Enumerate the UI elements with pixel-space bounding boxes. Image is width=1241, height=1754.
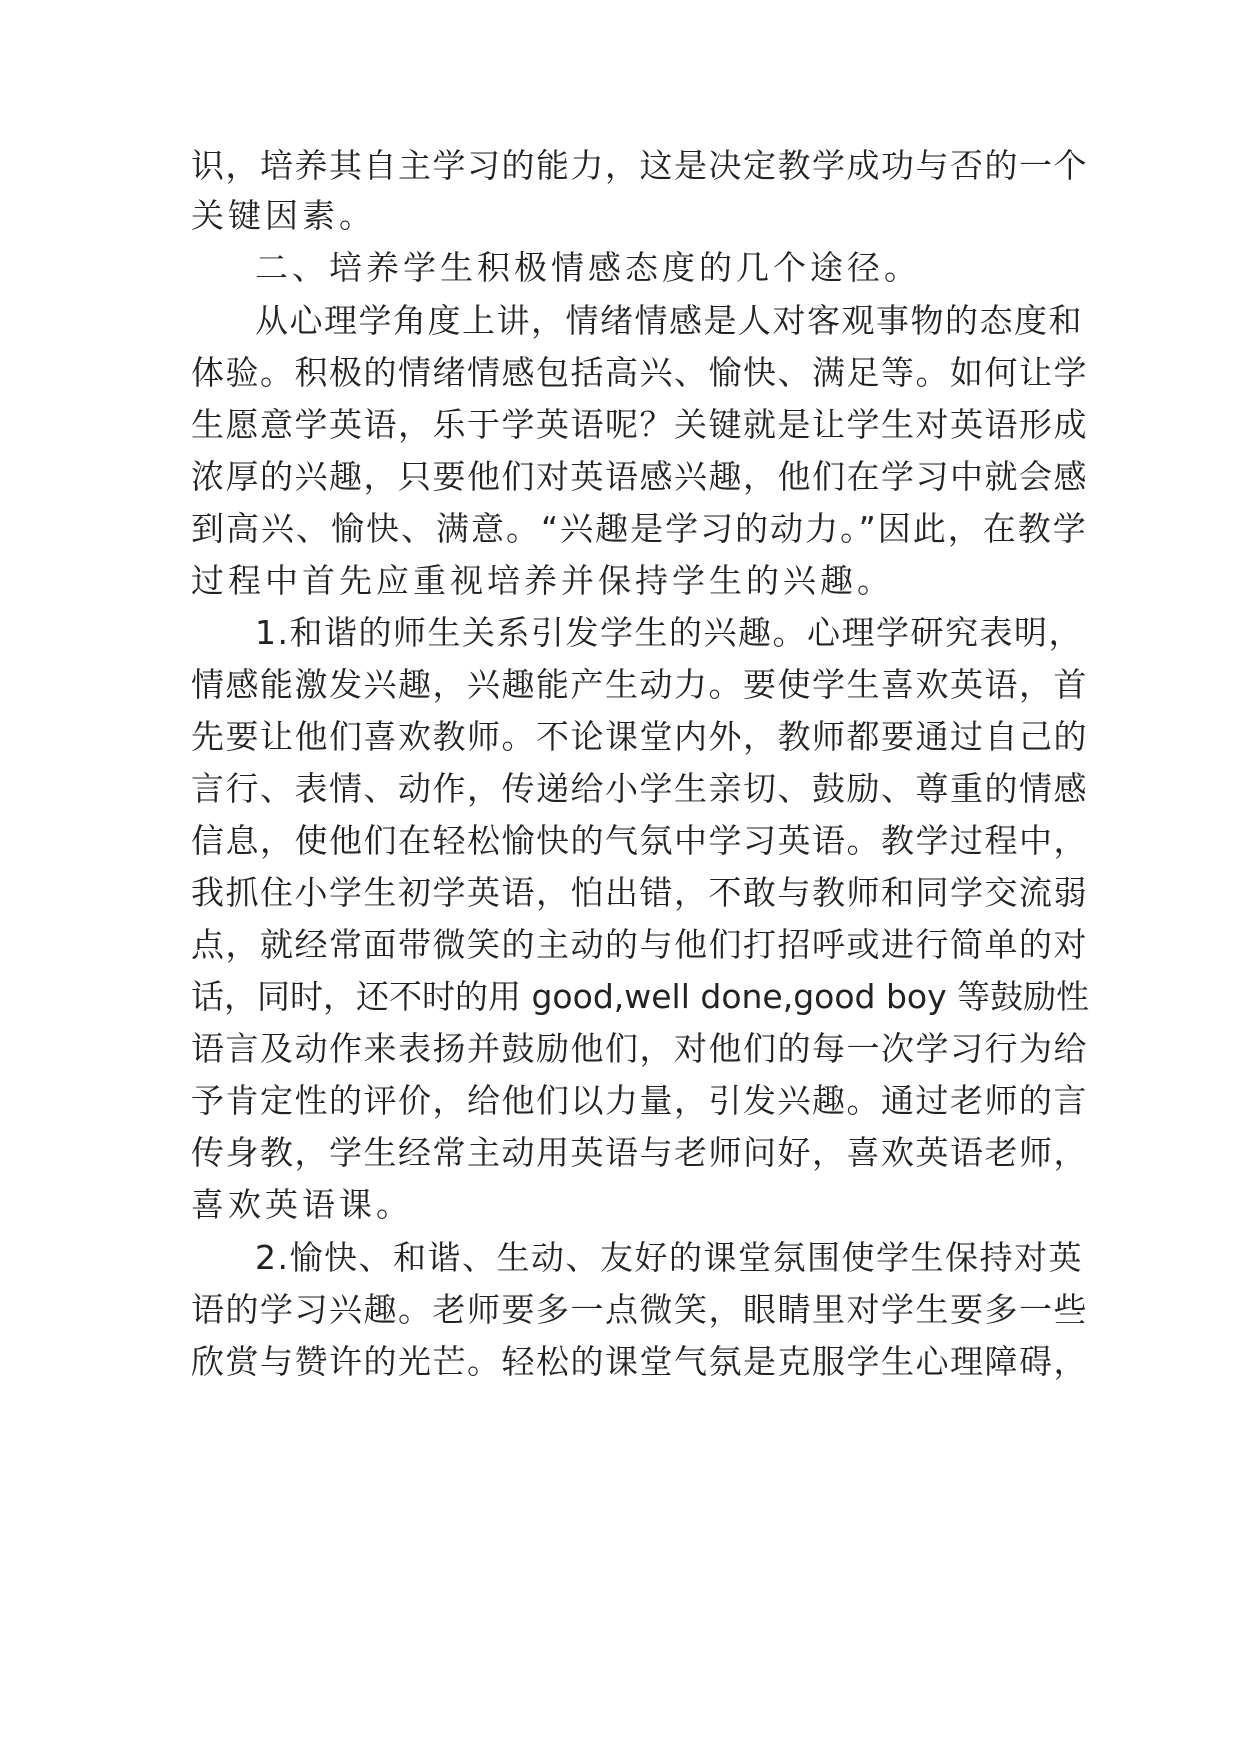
text-line: 欣赏与赞许的光芒。轻松的课堂气氛是克服学生心理障碍， <box>191 1342 1088 1381</box>
text-line: 1.和谐的师生关系引发学生的兴趣。心理学研究表明， <box>255 613 1083 652</box>
text-line: 识，培养其自主学习的能力，这是决定教学成功与否的一个 <box>191 146 1088 185</box>
text-line: 体验。积极的情绪情感包括高兴、愉快、满足等。如何让学 <box>191 353 1088 392</box>
text-line: 喜欢英语课。 <box>191 1185 413 1224</box>
text-line: 传身教，学生经常主动用英语与老师问好，喜欢英语老师， <box>191 1133 1088 1172</box>
text-line: 语言及动作来表扬并鼓励他们，对他们的每一次学习行为给 <box>191 1029 1088 1068</box>
text-line: 从心理学角度上讲，情绪情感是人对客观事物的态度和 <box>255 301 1083 340</box>
text-line: 2.愉快、和谐、生动、友好的课堂氛围使学生保持对英 <box>255 1238 1083 1277</box>
section-heading: 二、培养学生积极情感态度的几个途径。 <box>255 248 921 287</box>
text-line: 予肯定性的评价，给他们以力量，引发兴趣。通过老师的言 <box>191 1081 1088 1120</box>
text-line: 言行、表情、动作，传递给小学生亲切、鼓励、尊重的情感 <box>191 769 1088 808</box>
text-line: 点，就经常面带微笑的主动的与他们打招呼或进行简单的对 <box>191 925 1088 964</box>
text-line: 浓厚的兴趣，只要他们对英语感兴趣，他们在学习中就会感 <box>191 457 1088 496</box>
text-line: 到高兴、愉快、满意。“兴趣是学习的动力。”因此，在教学 <box>191 509 1088 548</box>
text-line: 先要让他们喜欢教师。不论课堂内外，教师都要通过自己的 <box>191 717 1088 756</box>
text-line: 生愿意学英语，乐于学英语呢？关键就是让学生对英语形成 <box>191 405 1088 444</box>
text-line: 过程中首先应重视培养并保持学生的兴趣。 <box>191 561 894 600</box>
text-line: 关键因素。 <box>191 196 376 235</box>
text-line: 语的学习兴趣。老师要多一点微笑，眼睛里对学生要多一些 <box>191 1290 1088 1329</box>
text-line: 信息，使他们在轻松愉快的气氛中学习英语。教学过程中， <box>191 821 1088 860</box>
text-line: 话，同时，还不时的用 good,well done,good boy 等鼓励性 <box>191 977 1090 1016</box>
text-line: 我抓住小学生初学英语，怕出错，不敢与教师和同学交流弱 <box>191 873 1088 912</box>
text-line: 情感能激发兴趣，兴趣能产生动力。要使学生喜欢英语，首 <box>191 665 1088 704</box>
